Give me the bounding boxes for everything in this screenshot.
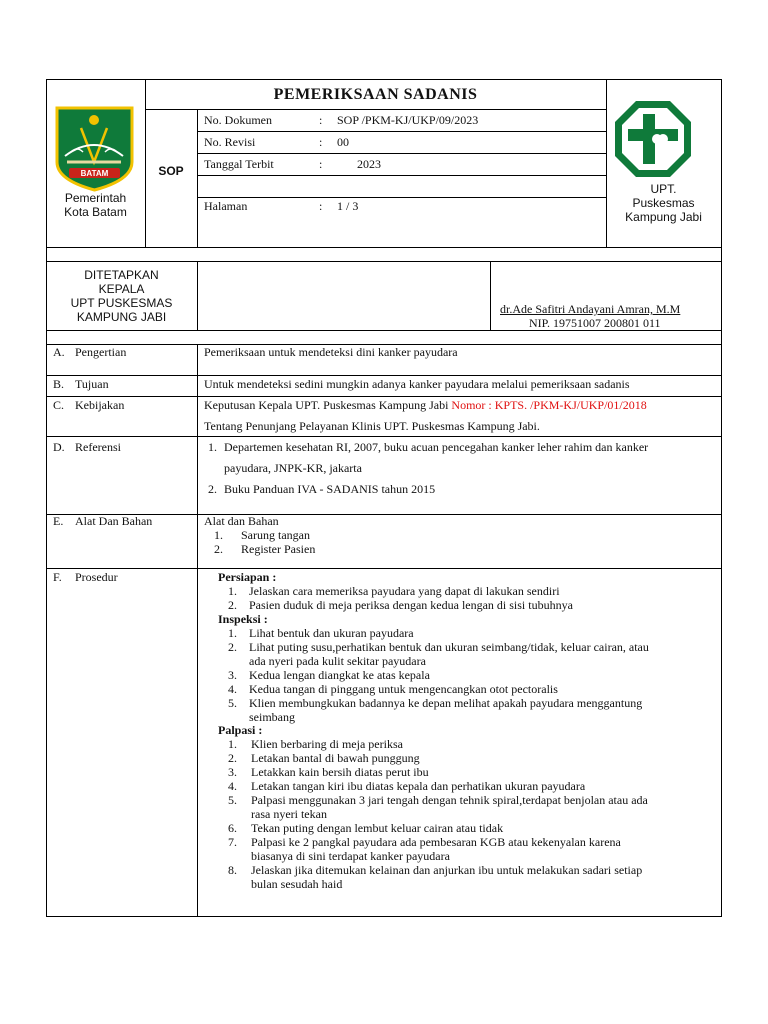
logo-banner-text: BATAM xyxy=(80,169,109,178)
ref-1-line-2: payudara, JNPK-KR, jakarta xyxy=(224,461,362,475)
field-value-dokumen: SOP /PKM-KJ/UKP/09/2023 xyxy=(337,113,479,127)
field-sep-revisi: : xyxy=(319,135,323,149)
field-value-revisi: 00 xyxy=(337,135,349,149)
section-d-label: Referensi xyxy=(75,440,121,454)
palpasi-4-text: Letakan tangan kiri ibu diatas kepala dan perhatikan ukuran payudara xyxy=(251,779,586,793)
ref-1-num: 1. xyxy=(208,440,217,454)
tool-1-text: Sarung tangan xyxy=(241,528,310,542)
header-title-bottom xyxy=(145,109,606,110)
approval-bottom xyxy=(46,330,722,331)
palpasi-8-text-1: Jelaskan jika ditemukan kelainan dan anjurkan ibu untuk melakukan sadari setiap xyxy=(251,863,643,877)
section-c-text-black: Keputusan Kepala UPT. Puskesmas Kampung Jabi xyxy=(204,398,452,412)
section-e-heading: Alat dan Bahan xyxy=(204,514,279,528)
inspeksi-4-num: 4. xyxy=(228,682,237,696)
section-c-label: Kebijakan xyxy=(75,398,125,412)
frame-bottom xyxy=(46,916,722,917)
page-title: PEMERIKSAAN SADANIS xyxy=(273,86,478,103)
section-f-label: Prosedur xyxy=(75,570,118,584)
inspeksi-2-text-2: ada nyeri pada kulit sekitar payudara xyxy=(249,654,426,668)
section-a-letter: A. xyxy=(53,345,65,359)
field-sep-halaman: : xyxy=(319,199,323,213)
right-org-line-3: Kampung Jabi xyxy=(625,210,702,224)
frame-right xyxy=(721,79,722,917)
puskesmas-logo xyxy=(613,99,693,179)
header-row-line-1 xyxy=(197,131,606,132)
header-row-line-2 xyxy=(197,153,606,154)
section-c-text-line-1 xyxy=(204,398,647,412)
field-sep-dokumen: : xyxy=(319,113,323,127)
inspeksi-4-text: Kedua tangan di pinggang untuk mengencangkan otot pectoralis xyxy=(249,682,558,696)
palpasi-5-text-1: Palpasi menggunakan 3 jari tengah dengan tehnik spiral,terdapat benjolan atau ada xyxy=(251,793,648,807)
palpasi-5-text-2: rasa nyeri tekan xyxy=(251,807,327,821)
persiapan-heading: Persiapan : xyxy=(218,570,277,584)
section-e-label: Alat Dan Bahan xyxy=(75,514,153,528)
section-d-letter: D. xyxy=(53,440,65,454)
inspeksi-5-text-2: seimbang xyxy=(249,710,295,724)
inspeksi-2-text-1: Lihat puting susu,perhatikan bentuk dan ukuran seimbang/tidak, keluar cairan, atau xyxy=(249,640,649,654)
section-c-letter: C. xyxy=(53,398,65,412)
signer-nip: NIP. 19751007 200801 011 xyxy=(529,316,661,330)
palpasi-heading: Palpasi : xyxy=(218,723,263,737)
palpasi-2-num: 2. xyxy=(228,751,237,765)
inspeksi-3-text: Kedua lengan diangkat ke atas kepala xyxy=(249,668,430,682)
header-divider-1 xyxy=(145,79,146,247)
header-row-line-3 xyxy=(197,175,606,176)
inspeksi-5-num: 5. xyxy=(228,696,237,710)
persiapan-2-num: 2. xyxy=(228,598,237,612)
section-divider xyxy=(197,344,198,916)
tool-2-num: 2. xyxy=(214,542,223,556)
persiapan-2-text: Pasien duduk di meja periksa dengan kedua lengan di sisi tubuhnya xyxy=(249,598,573,612)
section-c-text-red: Nomor : KPTS. /PKM-KJ/UKP/01/2018 xyxy=(451,398,647,412)
signer-name: dr.Ade Safitri Andayani Amran, M.M xyxy=(500,302,681,316)
section-a-text: Pemeriksaan untuk mendeteksi dini kanker payudara xyxy=(204,345,458,359)
palpasi-5-num: 5. xyxy=(228,793,237,807)
inspeksi-3-num: 3. xyxy=(228,668,237,682)
approval-line-1: DITETAPKAN xyxy=(84,268,159,282)
section-d-top xyxy=(46,436,722,437)
header-divider-2 xyxy=(197,109,198,247)
section-a-label: Pengertian xyxy=(75,345,127,359)
sop-label: SOP xyxy=(158,164,184,178)
section-b-text: Untuk mendeteksi sedini mungkin adanya kanker payudara melalui pemeriksaan sadanis xyxy=(204,377,630,391)
palpasi-7-text-1: Palpasi ke 2 pangkal payudara ada pembesaran KGB atau kekenyalan karena xyxy=(251,835,621,849)
inspeksi-1-num: 1. xyxy=(228,626,237,640)
approval-divider-2 xyxy=(490,261,491,331)
header-bottom xyxy=(46,247,722,248)
left-org-line-2: Kota Batam xyxy=(64,205,127,219)
palpasi-3-text: Letakkan kain bersih diatas perut ibu xyxy=(251,765,429,779)
section-c-text-line-2: Tentang Penunjang Pelayanan Klinis UPT. Puskesmas Kampung Jabi. xyxy=(204,419,540,433)
palpasi-3-num: 3. xyxy=(228,765,237,779)
approval-line-4: KAMPUNG JABI xyxy=(76,310,167,324)
frame-top xyxy=(46,79,722,80)
approval-line-2: KEPALA xyxy=(98,282,145,296)
field-label-tanggal: Tanggal Terbit xyxy=(204,157,274,171)
palpasi-8-num: 8. xyxy=(228,863,237,877)
persiapan-1-num: 1. xyxy=(228,584,237,598)
section-f-top xyxy=(46,568,722,569)
field-value-halaman: 1 / 3 xyxy=(337,199,359,213)
palpasi-2-text: Letakan bantal di bawah punggung xyxy=(251,751,420,765)
inspeksi-2-num: 2. xyxy=(228,640,237,654)
section-c-top xyxy=(46,396,722,397)
right-org-line-1: UPT. xyxy=(650,182,677,196)
palpasi-1-num: 1. xyxy=(228,737,237,751)
field-label-dokumen: No. Dokumen xyxy=(204,113,272,127)
approval-divider-1 xyxy=(197,261,198,331)
palpasi-8-text-2: bulan sesudah haid xyxy=(251,877,343,891)
field-value-tanggal: 2023 xyxy=(357,157,381,171)
section-b-top xyxy=(46,375,722,376)
inspeksi-5-text-1: Klien membungkukan badannya ke depan melihat apakah payudara menggantung xyxy=(249,696,643,710)
header-row-line-4 xyxy=(197,197,606,198)
approval-top xyxy=(46,261,722,262)
tool-1-num: 1. xyxy=(214,528,223,542)
field-label-revisi: No. Revisi xyxy=(204,135,256,149)
palpasi-6-text: Tekan puting dengan lembut keluar cairan atau tidak xyxy=(251,821,504,835)
persiapan-1-text: Jelaskan cara memeriksa payudara yang dapat di lakukan sendiri xyxy=(249,584,560,598)
palpasi-1-text: Klien berbaring di meja periksa xyxy=(251,737,403,751)
city-logo xyxy=(53,106,136,192)
section-b-letter: B. xyxy=(53,377,65,391)
ref-2-line-1: Buku Panduan IVA - SADANIS tahun 2015 xyxy=(224,482,436,496)
ref-2-num: 2. xyxy=(208,482,217,496)
left-org-line-1: Pemerintah xyxy=(64,191,127,205)
right-org-line-2: Puskesmas xyxy=(632,196,695,210)
tool-2-text: Register Pasien xyxy=(241,542,316,556)
inspeksi-1-text: Lihat bentuk dan ukuran payudara xyxy=(249,626,414,640)
palpasi-7-text-2: biasanya di sini terdapat kanker payudara xyxy=(251,849,450,863)
approval-line-3: UPT PUSKESMAS xyxy=(70,296,173,310)
field-sep-tanggal: : xyxy=(319,157,323,171)
palpasi-4-num: 4. xyxy=(228,779,237,793)
section-e-letter: E. xyxy=(53,514,64,528)
inspeksi-heading: Inspeksi : xyxy=(218,612,268,626)
ref-1-line-1: Departemen kesehatan RI, 2007, buku acuan pencegahan kanker leher rahim dan kanker xyxy=(224,440,649,454)
section-f-letter: F. xyxy=(53,570,62,584)
palpasi-6-num: 6. xyxy=(228,821,237,835)
palpasi-7-num: 7. xyxy=(228,835,237,849)
field-label-halaman: Halaman xyxy=(204,199,248,213)
section-b-label: Tujuan xyxy=(75,377,109,391)
